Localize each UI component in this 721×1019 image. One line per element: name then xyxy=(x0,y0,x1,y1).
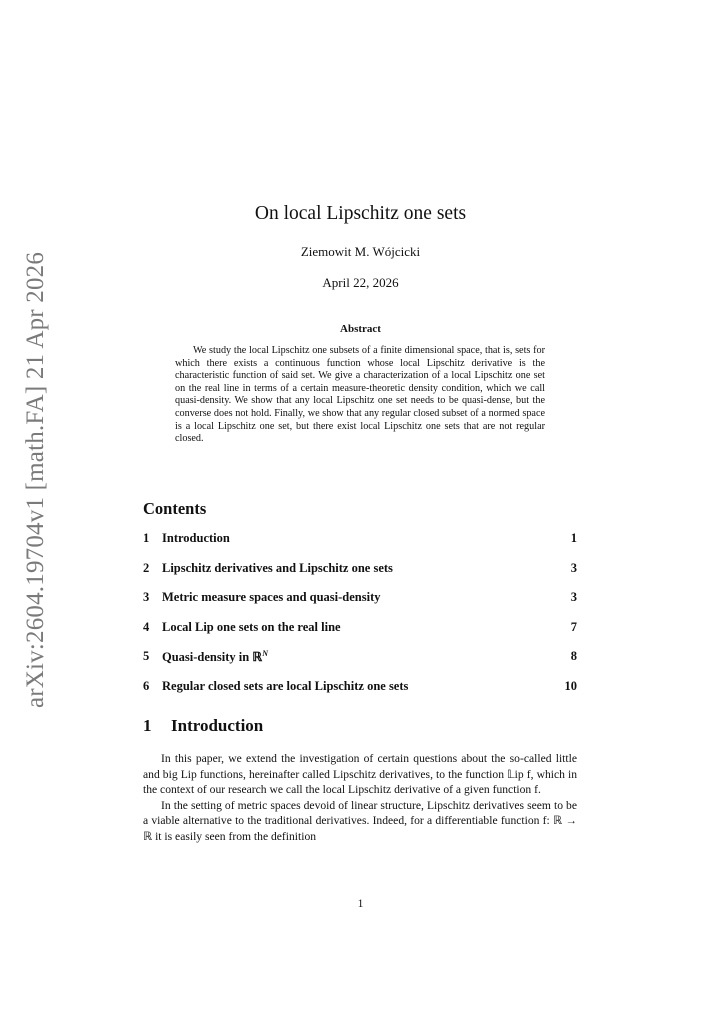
toc-entry-number: 1 xyxy=(143,531,150,545)
toc-entry-title: Regular closed sets are local Lipschitz one sets xyxy=(162,679,409,693)
toc-entry-number: 4 xyxy=(143,620,150,634)
toc-entry-quasi-density[interactable] xyxy=(143,649,577,667)
toc-entry-lipschitz-derivatives[interactable] xyxy=(143,561,577,579)
toc-entry-page: 3 xyxy=(570,590,577,604)
toc-entry-page: 7 xyxy=(570,620,577,634)
section-heading xyxy=(143,716,263,736)
arxiv-side-stamp xyxy=(16,251,56,709)
toc-entry-title-text: Quasi-density in ℝ xyxy=(162,650,263,665)
paragraph: In the setting of metric spaces devoid of linear structure, Lipschitz derivatives seem to be a viable alternative to the traditional derivatives. Indeed, for a differentiable function f: ℝ → ℝ it is easily seen from the definition xyxy=(143,798,577,843)
section-body xyxy=(143,751,577,845)
toc-entry-number: 5 xyxy=(143,649,150,663)
abstract-text: We study the local Lipschitz one subsets of a finite dimensional space, that is, sets for which there exists a continuous function whose local Lipschitz derivative is the characteristic function of said set. We give a characterization of a local Lipschitz one set on the real line in terms of a certain measure-theoretic density condition, which we call quasi-density. We show that any local Lipschitz one set needs to be quasi-dense, but the converse does not hold. Finally, we show that any regular closed subset of a normed space is a local Lipschitz one set, but there exist local Lipschitz one sets that are not regular closed. xyxy=(175,345,545,445)
toc-entry-metric-measure-spaces[interactable] xyxy=(143,590,577,608)
paper-date: April 22, 2026 xyxy=(322,275,399,290)
toc-entry-regular-closed-sets[interactable] xyxy=(143,679,577,697)
page-number: 1 xyxy=(357,898,364,910)
toc-entry-number: 6 xyxy=(143,679,150,693)
toc-entry-local-lip-real-line[interactable] xyxy=(143,620,577,638)
toc-entry-title: Metric measure spaces and quasi-density xyxy=(162,590,381,604)
toc-entry-number: 2 xyxy=(143,561,150,575)
toc-entry-number: 3 xyxy=(143,590,150,604)
abstract-heading: Abstract xyxy=(340,323,381,335)
section-title: Introduction xyxy=(171,716,264,735)
toc-entry-title-superscript: N xyxy=(262,649,268,658)
paragraph: In this paper, we extend the investigation of certain questions about the so-called little and big Lip functions, hereinafter called Lipschitz derivatives, to the function 𝕃ip f, which in the context of our research we call the local Lipschitz derivative of a given function f. xyxy=(143,752,577,797)
toc-entry-title: Lipschitz derivatives and Lipschitz one sets xyxy=(162,561,393,575)
toc-entry-title: Introduction xyxy=(162,531,230,545)
toc-entry-title xyxy=(162,649,268,665)
toc-entry-page: 8 xyxy=(570,649,577,663)
paper-title: On local Lipschitz one sets xyxy=(254,203,467,224)
toc-entry-page: 1 xyxy=(570,531,577,545)
arxiv-identifier: arXiv:2604.19704v1 [math.FA] 21 Apr 2026 xyxy=(22,251,49,709)
section-number: 1 xyxy=(143,716,152,735)
toc-entry-title: Local Lip one sets on the real line xyxy=(162,620,341,634)
paper-author: Ziemowit M. Wójcicki xyxy=(300,244,421,259)
toc-entry-page: 10 xyxy=(564,679,577,693)
toc-entry-page: 3 xyxy=(570,561,577,575)
toc-entry-introduction[interactable] xyxy=(143,531,577,549)
contents-heading: Contents xyxy=(143,499,207,518)
